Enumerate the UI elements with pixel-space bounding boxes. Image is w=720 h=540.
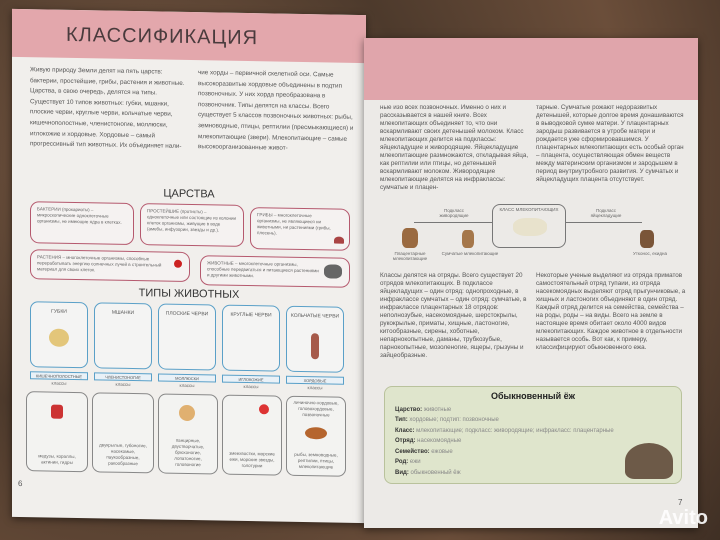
octopus-icon: [179, 405, 195, 421]
kangaroo-icon: [462, 230, 474, 248]
row-value: млекопитающие; подкласс: живородящие; инфракласс: плацентарные: [416, 427, 614, 434]
hedgehog-title: Обыкновенный ёж: [490, 391, 576, 401]
mushroom-icon: [334, 237, 344, 244]
kingdoms-heading: ЦАРСТВА: [163, 187, 215, 201]
subtypes-text: личиночно-хордовые, головохордовые, позвоночные: [293, 399, 339, 418]
type-sponges: [30, 301, 88, 368]
classes-label: классы: [179, 382, 195, 389]
flower-icon: [174, 260, 182, 268]
type-echinoderms: ИГЛОКОЖИЕ: [222, 375, 280, 384]
mammal-class-label: КЛАСС МЛЕКОПИТАЮЩИХ: [499, 207, 559, 212]
row-key: Класс:: [395, 427, 415, 434]
row-key: Род:: [395, 459, 409, 465]
text-column-2-bottom: Некоторые ученые выделяют из отряда приматов самостоятельный отряд тупаии, из отряда насекомоядных выделяют отряд прыгунчиковые, а хищных и ластоногих объединяют в один отряд. Каждый отряд делится на семейства, семейства – на роды, роды – на виды. Всего на земле в настоящее время обитает около 4000 видов млекопитающих. Каждое животное в отдельности называется особь. Вот как, к примеру, классифицируют обыкновенного ежа.: [536, 272, 686, 351]
classes-label: классы: [51, 380, 67, 386]
type-coelenterates: КИШЕЧНОПОЛОСТНЫЕ: [30, 371, 88, 380]
kingdom-plants: РАСТЕНИЯ – многоклеточные организмы, способные перерабатывать энергию солнечных лучей в строительный материал для своих клеток.: [30, 249, 190, 282]
type-bryozoans: [94, 302, 152, 369]
text-column-1-top: ные изо всех позвоночных. Именно о них и рассказывается в нашей книге. Всех млекопитающих объединяет то, что они вскармливают своих детенышей молоком. Класс млекопитающих делится на подклассы: яйцекладущие и живородящие. Яйцекладущие млекопитающие размножаются, откладывая яйца, как рептилии или птицы, но детенышей вскармливают молоком. Живородящие млекопитающие делятся на инфраклассы: сумчатые и плацен-: [380, 104, 529, 191]
classes-coelenterates: [26, 391, 88, 472]
hedgehog-icon: [625, 443, 673, 479]
row-value: ежовые: [431, 448, 453, 455]
coral-icon: [51, 405, 63, 419]
starfish-icon: [259, 404, 269, 414]
row-key: Семейство:: [395, 448, 430, 455]
kingdom-bacteria: БАКТЕРИИ (прокариоты) – микроскопические одноклеточные организмы, не имеющие ядра в клетках.: [30, 201, 134, 245]
classes-label: классы: [307, 385, 323, 391]
hedgehog-row: [395, 457, 615, 468]
type-roundworms: [222, 305, 280, 372]
worm-icon: [311, 333, 319, 359]
row-key: Отряд:: [395, 438, 416, 444]
intro-column-2: чие хорды – первичной скелетной оси. Самые высокоразвитые хордовые объединены в подтип позвоночных. У них хорда преобразована в позвоночник. Типы делятся на классы. Всего существует 5 классов позвоночных животных: рыбы, земноводные, птицы, рептилии (пресмыкающиеся) и млекопитающие (звери). Млекопитающие – самые высокоорганизованные живот-: [198, 69, 354, 152]
caption-marsupial: Сумчатые млекопитающие: [441, 251, 499, 256]
intro-column-1: Живую природу Земли делят на пять царств: бактерии, простейшие, грибы, растения и животные. Царства, в свою очередь, делятся на типы. Существует 10 типов животных: губки, мшанки, плоские черви, круглые черви, кольчатые черви, кишечнополостные, членистоногие, моллюски, иглокожие и хордовые. Хордовые – самый прогрессивный тип животных. Их объединяет нали-: [30, 66, 185, 151]
sponge-icon: [49, 329, 69, 347]
row-key: Тип:: [395, 417, 408, 423]
elephant-icon: [324, 264, 342, 278]
hedgehog-row: [395, 426, 671, 437]
right-page: [364, 38, 698, 528]
kingdom-protists: ПРОСТЕЙШИЕ (протисты) – одноклеточные или состоящие из колонии клеток организмы, живущие в воде (амебы, инфузории, звезды и др.).: [140, 203, 244, 247]
classes-text: рыбы, земноводные, рептилии, птицы, млекопитающие: [294, 451, 338, 470]
row-key: Вид:: [395, 469, 409, 476]
branch-label-viviparous: Подкласс живородящие: [439, 208, 469, 218]
type-label: КРУГЛЫЕ ЧЕРВИ: [230, 311, 272, 319]
kingdom-animals: ЖИВОТНЫЕ – многоклеточные организмы, способные передвигаться и питающиеся растениями и другими животными.: [200, 255, 350, 288]
row-value: хордовые; подтип: позвоночные: [409, 417, 499, 423]
type-label: МШАНКИ: [111, 309, 135, 317]
type-label: КОЛЬЧАТЫЕ ЧЕРВИ: [290, 312, 340, 320]
platypus-echidna-icon: [640, 230, 654, 248]
classes-text: панцирные, двустворчатые, брюхоногие, лопатоногие, головоногие: [171, 437, 205, 468]
type-label: ПЛОСКИЕ ЧЕРВИ: [165, 310, 209, 318]
classes-chordates: [286, 396, 346, 477]
hedgehog-row: [395, 415, 615, 426]
page-number: 6: [18, 479, 23, 489]
classes-text: двукрылые, губоногие, насекомые, паукообразные, ракообразные: [99, 442, 147, 467]
text-column-1-bottom: Классы делятся на отряды. Всего существует 20 отрядов млекопитающих. В подклассе яйцекладущих – один отряд: однопроходные, в инфраклассе сумчатых – один отряд: сумчатые, в инфраклассе плацентарных 18 отрядов: неполнозубые, насекомоядные, шерстокрылы, рукокрылые, приматы, хищные, ластоногие, китообразные, сирены, хоботные, непарнокопытные, даманы, трубкозубые, парнокопытные, мозоленогие, ящеры, грызуны и зайцеобразные.: [380, 272, 527, 359]
hedgehog-row: [395, 468, 615, 479]
header-band: [364, 38, 698, 100]
text-column-2-top: тарные. Сумчатые рожают недоразвитых детенышей, которые долгое время донашиваются в выводковой сумке матери. У плацентарных зародыш развивается в утробе матери и рождается уже сформировавшимся. У плацентарных млекопитающих есть особый орган – плацента, осуществляющая обмен веществ между материнским организмом и зародышем в период внутриутробного развития. У сумчатых и яйцекладущих плацента отсутствует.: [536, 104, 684, 183]
mammal-class-box: [492, 204, 566, 248]
ibex-icon: [402, 228, 418, 248]
type-label: ГУБКИ: [51, 308, 67, 315]
connector-left: [414, 222, 492, 223]
hedgehog-row: [395, 447, 615, 458]
classes-label: классы: [115, 381, 131, 387]
hedgehog-classification-box: [384, 386, 682, 484]
tiger-icon: [305, 427, 327, 439]
left-page: [12, 9, 366, 523]
types-heading: ТИПЫ ЖИВОТНЫХ: [138, 287, 240, 301]
page-title: КЛАССИФИКАЦИЯ: [66, 23, 259, 50]
row-value: ежи: [409, 459, 421, 465]
hedgehog-row: [395, 436, 615, 447]
kingdom-fungi: ГРИБЫ – многоклеточные организмы, не являющиеся ни животными, ни растениями (грибы, плесень).: [250, 207, 350, 251]
branch-label-oviparous: Подкласс яйцекладущие: [590, 208, 622, 218]
classes-arthropods: [92, 392, 154, 473]
type-mollusks: МОЛЛЮСКИ: [158, 373, 216, 382]
caption-placental: Плацентарные млекопитающие: [392, 251, 428, 261]
row-key: Царство:: [395, 406, 423, 413]
polar-bear-icon: [513, 218, 547, 236]
type-annelids: [286, 306, 344, 373]
page-number: 7: [678, 498, 683, 507]
hedgehog-row: [395, 405, 615, 416]
classes-echinoderms: [222, 395, 282, 476]
type-arthropods: ЧЛЕНИСТОНОГИЕ: [94, 372, 152, 381]
row-value: обыкновенный ёж: [410, 469, 461, 476]
classes-text: змеехвостки, морские ежи, морские звезды, голотурии: [229, 450, 275, 469]
caption-monotremes: Утконос, ехидна: [633, 251, 667, 256]
row-value: насекомоядные: [417, 438, 462, 444]
type-chordates: ХОРДОВЫЕ: [286, 376, 344, 385]
type-flatworms: [158, 303, 216, 370]
connector-right: [566, 222, 642, 223]
classes-mollusks: [158, 393, 218, 474]
classes-label: классы: [243, 383, 259, 390]
watermark: Avito: [658, 507, 708, 529]
row-value: животные: [423, 406, 452, 413]
classes-text: медузы, кораллы, актинии, гидры: [38, 453, 76, 465]
